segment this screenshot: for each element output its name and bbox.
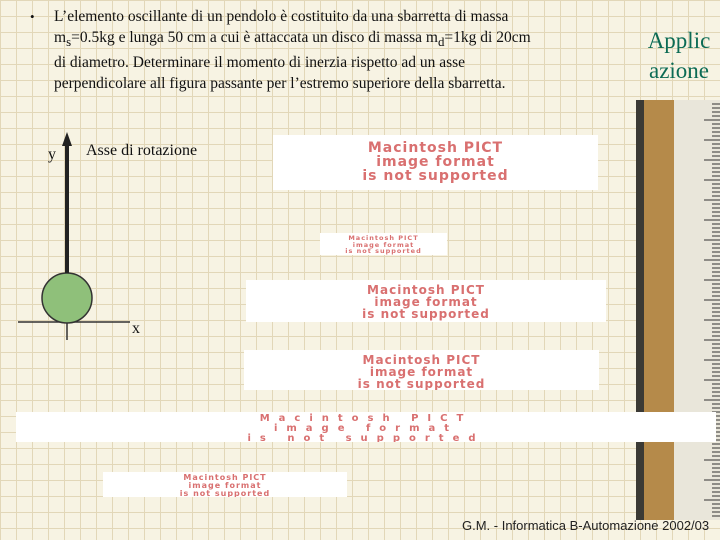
- pict-line-3: is not supported: [362, 168, 509, 184]
- y-axis-arrow-icon: [62, 132, 72, 146]
- pict-line-2: image format: [376, 154, 495, 170]
- ruler-image: [636, 100, 720, 520]
- pict-line-3: is not supported: [345, 247, 422, 255]
- pict-line-2: image format: [352, 240, 415, 249]
- pict-line-2: image format: [273, 423, 459, 434]
- pict-placeholder-3: [246, 280, 606, 322]
- section-title-line-2: azione: [648, 58, 709, 83]
- y-axis-label: y: [48, 146, 56, 163]
- ruler-dark-edge: [636, 100, 644, 520]
- pict-placeholder-1: [273, 135, 598, 190]
- problem-text: [54, 6, 620, 94]
- pict-line-1: Macintosh PICT: [348, 234, 419, 242]
- pict-placeholder-2: [320, 233, 447, 255]
- pict-placeholder-5: [16, 412, 716, 442]
- pict-line-2: image format: [374, 295, 478, 309]
- problem-line-2-end: =1kg di 20cm: [444, 29, 531, 46]
- subscript-d: d: [437, 34, 445, 50]
- pict-line-2: image format: [369, 365, 474, 379]
- ruler-scale: [674, 100, 720, 520]
- section-title-line-1: Applic: [647, 28, 711, 53]
- rotation-axis-caption: Asse di rotazione: [86, 142, 198, 159]
- pict-line-1: Macintosh PICT: [183, 473, 267, 482]
- rod: [65, 143, 69, 273]
- pict-line-3: is not supported: [179, 489, 271, 497]
- problem-line-3: di diametro. Determinare il momento di inerzia rispetto ad un asse: [54, 54, 466, 72]
- pict-line-3: is not supported: [247, 433, 485, 442]
- subscript-s: s: [66, 34, 72, 50]
- disk: [42, 273, 92, 323]
- bullet-marker: •: [30, 9, 35, 24]
- pict-placeholder-6: [103, 472, 347, 497]
- pict-line-1: Macintosh PICT: [367, 283, 485, 297]
- mass-symbol-s: m: [54, 29, 67, 46]
- section-title: [640, 26, 718, 86]
- problem-line-4: perpendicolare all figura passante per l’estremo superiore della sbarretta.: [54, 75, 506, 93]
- problem-statement: [30, 6, 620, 94]
- problem-line-2-mid: =0.5kg e lunga 50 cm a cui è attaccata un disco di massa m: [71, 29, 438, 46]
- pict-line-2: image format: [188, 481, 262, 490]
- x-axis-label: x: [132, 320, 140, 337]
- pict-placeholder-4: [244, 350, 599, 390]
- pict-line-1: Macintosh PICT: [367, 140, 504, 156]
- pict-line-1: Macintosh PICT: [362, 353, 481, 367]
- pict-line-1: Macintosh PICT: [259, 413, 473, 424]
- pict-line-3: is not supported: [357, 377, 486, 390]
- ruler-body: [644, 100, 674, 520]
- slide-footer: G.M. - Informatica B-Automazione 2002/03: [462, 518, 710, 533]
- problem-line-1: L’elemento oscillante di un pendolo è costituito da una sbarretta di massa: [54, 8, 509, 25]
- pict-line-3: is not supported: [362, 307, 490, 321]
- problem-line-2: [54, 27, 620, 52]
